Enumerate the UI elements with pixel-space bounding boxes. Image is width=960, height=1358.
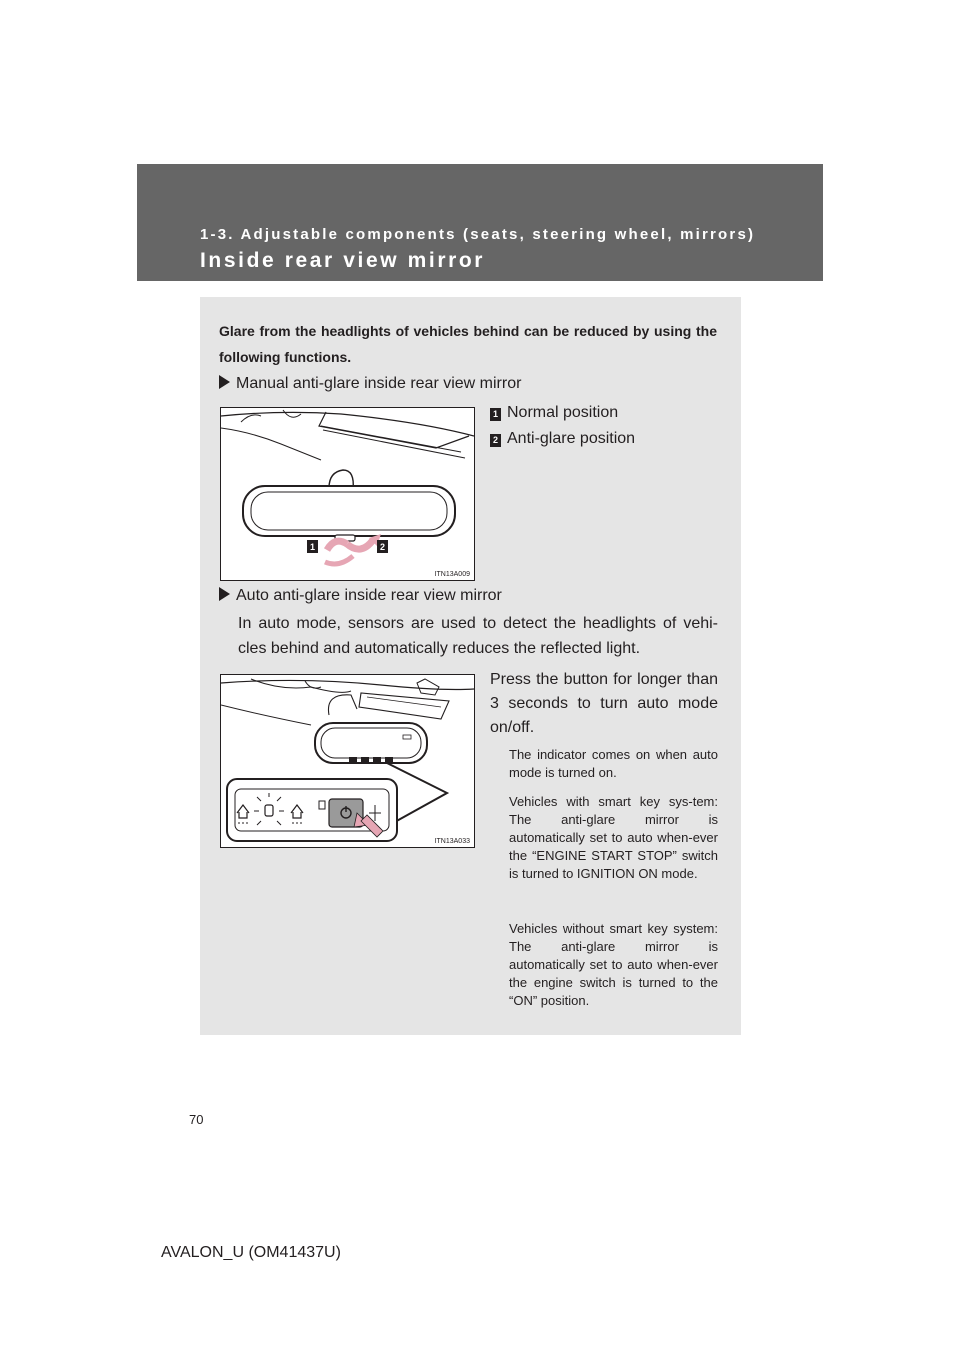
note-smart-key: Vehicles with smart key sys-tem: The anti-glare mirror is automatically set to auto when-ever the “ENGINE START STOP” switch is turned to IGNITION ON mode. xyxy=(509,794,718,881)
auto-mirror-figure xyxy=(220,674,475,848)
legend-number-badge: 2 xyxy=(490,434,501,447)
auto-mirror-heading: Auto anti-glare inside rear view mirror xyxy=(219,587,502,605)
legend-number-badge: 1 xyxy=(490,408,501,421)
manual-mirror-heading: Manual anti-glare inside rear view mirror xyxy=(219,375,521,393)
note-indicator: The indicator comes on when auto mode is turned on. xyxy=(509,747,718,780)
triangle-bullet-icon xyxy=(219,587,230,601)
triangle-bullet-icon xyxy=(219,375,230,389)
note-no-smart-key: Vehicles without smart key system: The anti-glare mirror is automatically set to auto when-ever the engine switch is turned to the “ON” position. xyxy=(509,921,718,1008)
legend-item-anti-glare xyxy=(490,430,635,448)
page-number: 70 xyxy=(189,1112,204,1127)
manual-mirror-figure xyxy=(220,407,475,581)
page-title: Inside rear view mirror xyxy=(200,249,486,272)
auto-mirror-illustration xyxy=(221,675,474,847)
svg-text:2: 2 xyxy=(379,542,386,552)
auto-mode-instruction: Press the button for longer than 3 seconds to turn auto mode on/off. xyxy=(490,671,718,736)
svg-text:1: 1 xyxy=(309,542,316,552)
manual-mirror-illustration xyxy=(221,408,474,580)
legend-label: Anti-glare position xyxy=(507,430,636,447)
figure-code: ITN13A009 xyxy=(434,571,470,578)
document-code: AVALON_U (OM41437U) xyxy=(161,1244,341,1261)
legend-label: Normal position xyxy=(507,404,619,421)
legend-item-normal xyxy=(490,404,618,422)
intro-text: Glare from the headlights of vehicles behind can be reduced by using the following functions. xyxy=(219,323,717,365)
figure-code: ITN13A033 xyxy=(434,838,470,845)
auto-mode-description: In auto mode, sensors are used to detect the headlights of vehi-cles behind and automatically reduces the reflected light. xyxy=(238,615,718,657)
section-title: 1-3. Adjustable components (seats, steering wheel, mirrors) xyxy=(200,226,756,243)
